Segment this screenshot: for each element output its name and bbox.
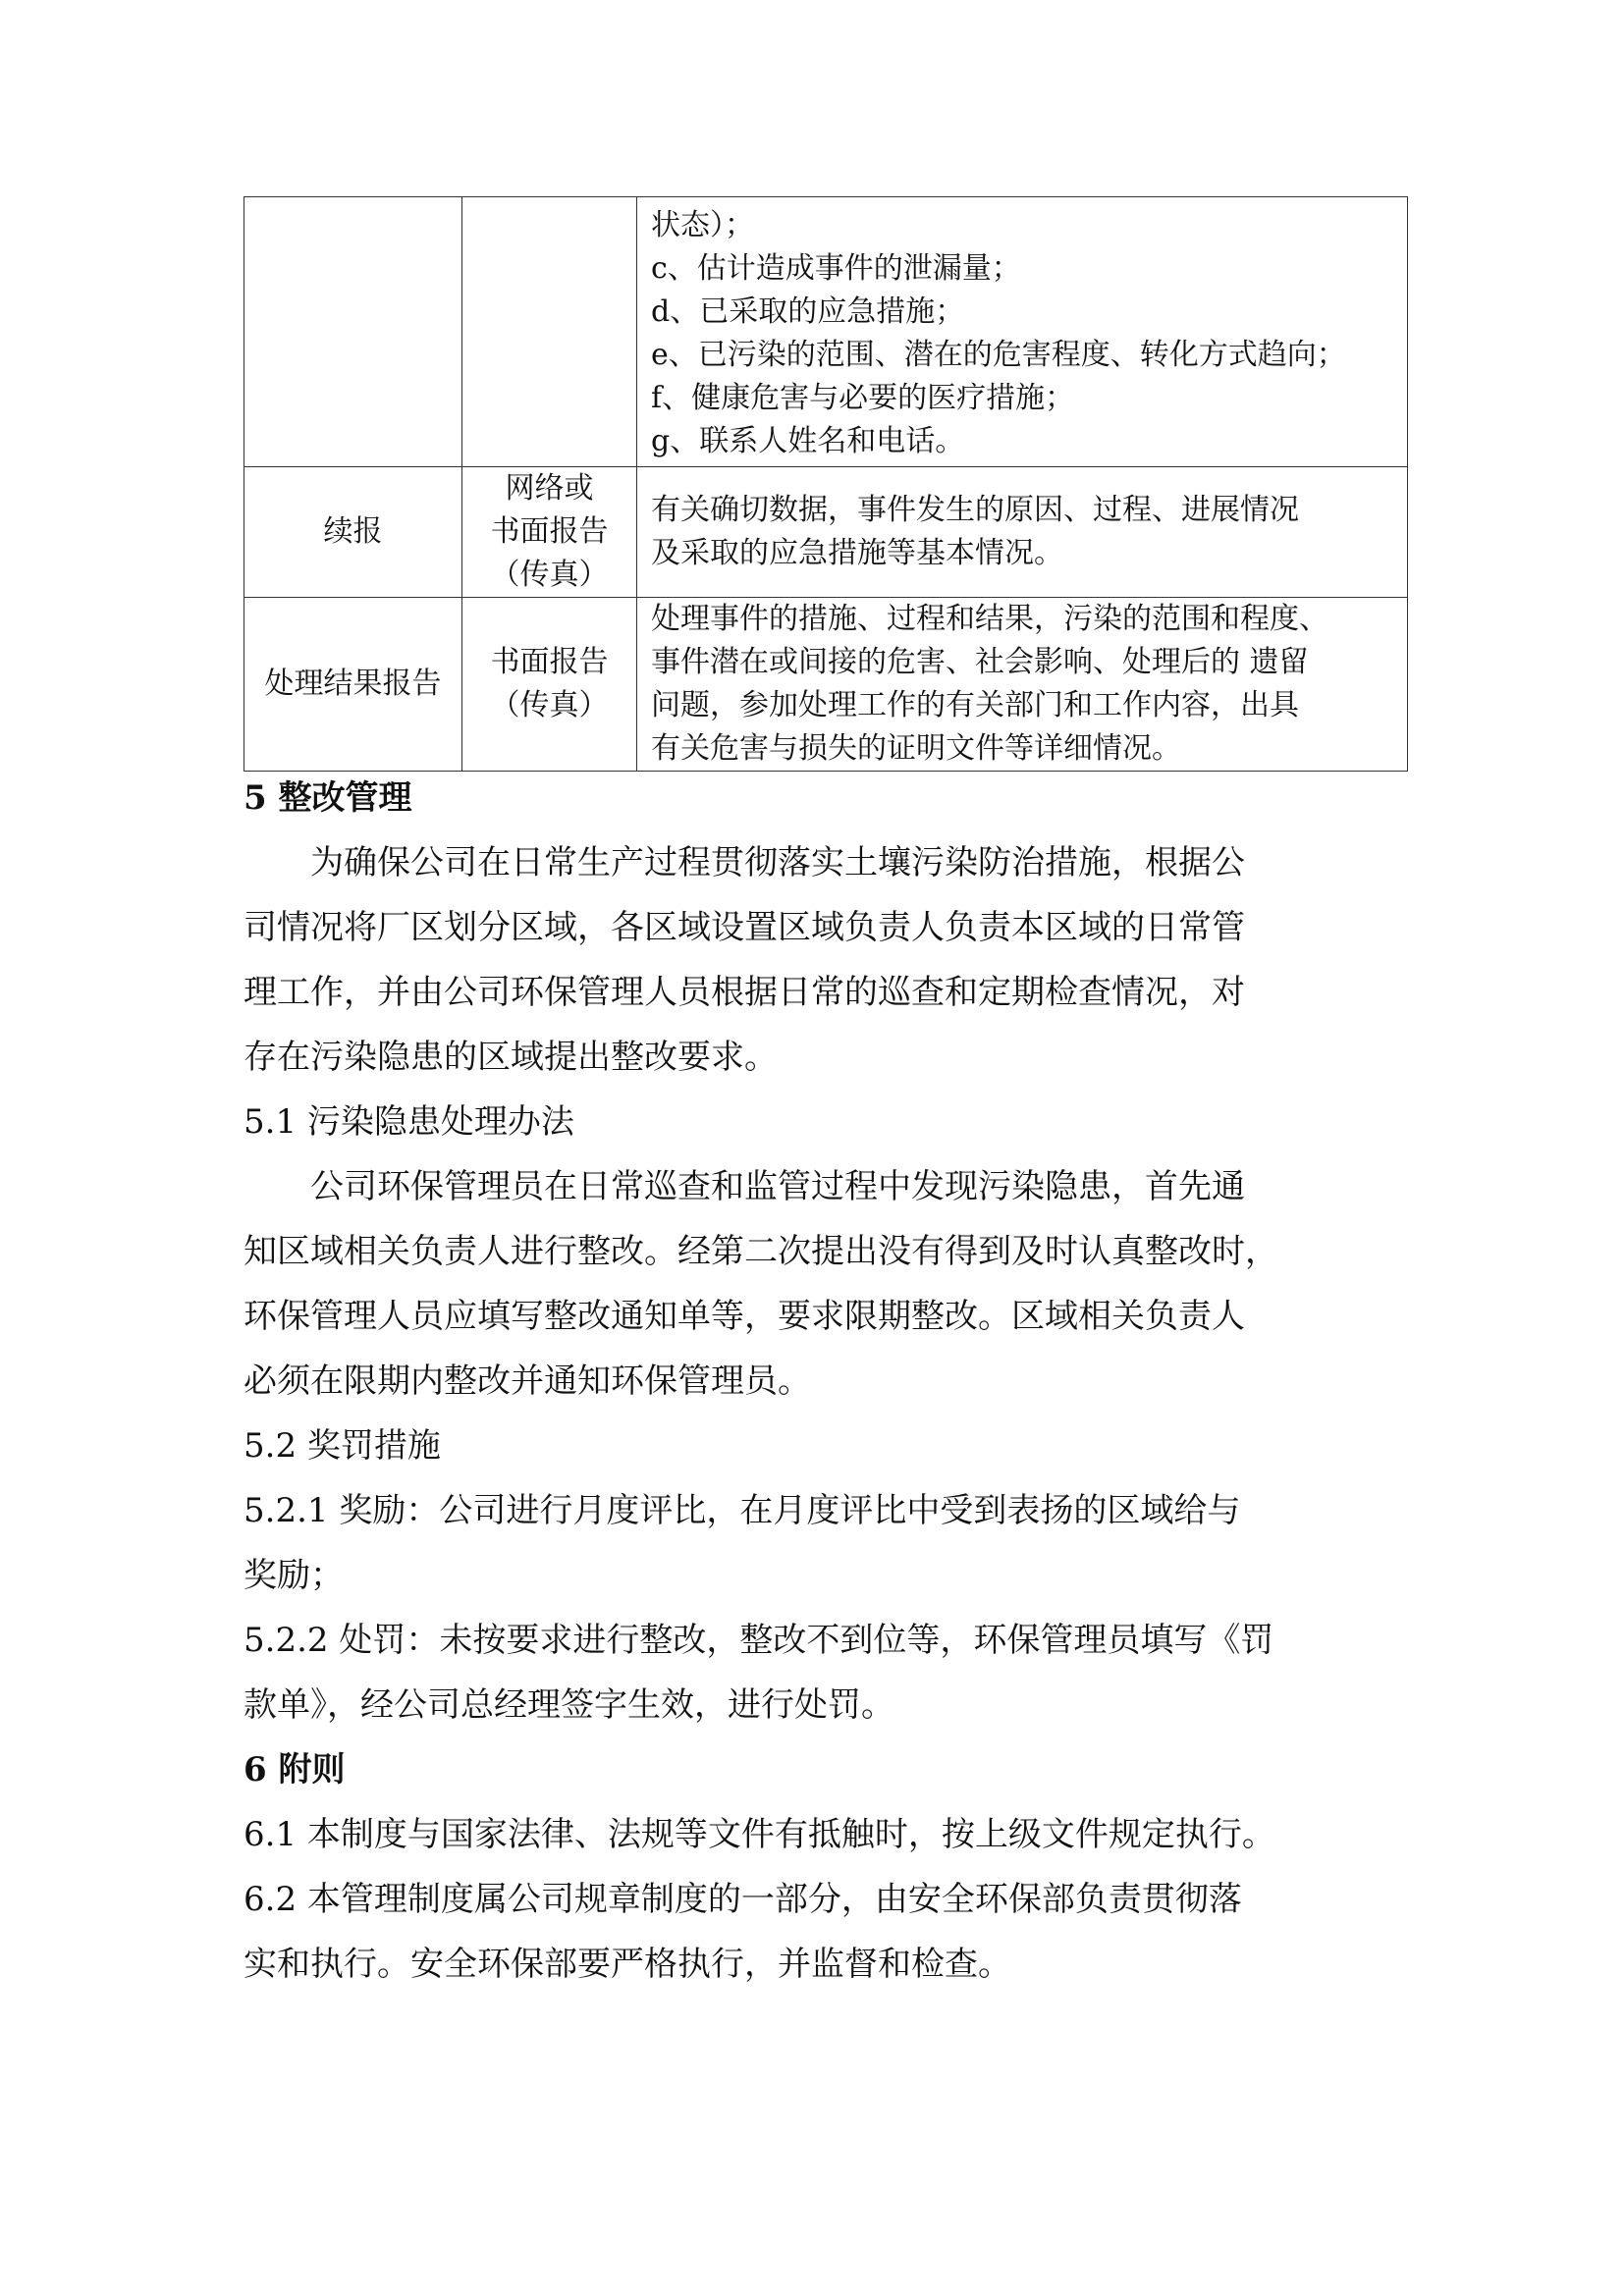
paragraph-line: 5.2.1 奖励：公司进行月度评比，在月度评比中受到表扬的区域给与 [244,1491,1241,1530]
content-line: 状态）； [651,208,754,242]
table-row [244,197,1408,467]
paragraph-line: 环保管理人员应填写整改通知单等，要求限期整改。区域相关负责人 [244,1297,1245,1336]
paragraph-line: 理工作，并由公司环保管理人员根据日常的巡查和定期检查情况，对 [244,973,1245,1012]
content-line: 有关确切数据，事件发生的原因、过程、进展情况 [651,493,1299,527]
paragraph-line: 6.2 本管理制度属公司规章制度的一部分，由安全环保部负责贯彻落 [244,1880,1242,1919]
paragraph-line: 公司环保管理员在日常巡查和监管过程中发现污染隐患，首先通 [310,1167,1245,1206]
table-cell-stage [244,197,462,467]
section-heading: 5 整改管理 [244,778,412,818]
section-heading: 6 附则 [244,1750,346,1789]
content-line: 事件潜在或间接的危害、社会影响、处理后的 遗留 [651,645,1309,679]
table-cell-method [462,197,637,467]
paragraph-line: 5.2.2 处罚：未按要求进行整改，整改不到位等，环保管理员填写《罚 [244,1621,1274,1660]
paragraph-line: 司情况将厂区划分区域，各区域设置区域负责人负责本区域的日常管 [244,908,1245,947]
table-cell-content [637,197,1408,467]
content-line: 有关危害与损失的证明文件等详细情况。 [651,731,1181,766]
content-line: f、健康危害与必要的医疗措施； [651,381,1075,415]
table-cell-method [462,598,637,772]
table-row [244,598,1408,772]
content-line: 及采取的应急措施等基本情况。 [651,536,1063,570]
subsection-heading: 5.2 奖罚措施 [244,1426,441,1466]
table-row [244,467,1408,598]
content-line: 问题，参加处理工作的有关部门和工作内容，出具 [651,688,1299,722]
content-line: d、已采取的应急措施； [651,294,965,329]
paragraph-line: 为确保公司在日常生产过程贯彻落实土壤污染防治措施，根据公 [310,843,1245,882]
paragraph-line: 6.1 本制度与国家法律、法规等文件有抵触时，按上级文件规定执行。 [244,1815,1275,1854]
paragraph-line: 存在污染隐患的区域提出整改要求。 [244,1038,778,1077]
table-cell-stage: 续报 [244,467,462,598]
paragraph-line: 款单》，经公司总经理签字生效，进行处罚。 [244,1685,894,1725]
content-line: g、联系人姓名和电话。 [651,424,965,458]
method-line: 网络或 [505,471,594,506]
table-cell-content [637,598,1408,772]
paragraph-line: 奖励； [244,1556,344,1595]
paragraph-line: 必须在限期内整改并通知环保管理员。 [244,1362,811,1401]
body-text [244,766,1407,1997]
table-cell-method [462,467,637,598]
subsection-heading: 5.1 污染隐患处理办法 [244,1102,574,1142]
table-cell-content [637,467,1408,598]
method-line: （传真） [490,688,609,722]
method-line: 书面报告 [490,645,609,679]
content-line: 处理事件的措施、过程和结果，污染的范围和程度、 [651,602,1328,636]
method-line: 书面报告 [490,514,609,549]
content-line: c、估计造成事件的泄漏量； [651,251,1021,286]
report-table [244,196,1408,772]
paragraph-line: 知区域相关负责人进行整改。经第二次提出没有得到及时认真整改时， [244,1232,1278,1271]
table-cell-stage: 处理结果报告 [244,598,462,772]
content-line: e、已污染的范围、潜在的危害程度、转化方式趋向； [651,338,1346,372]
method-line: （传真） [490,558,609,592]
paragraph-line: 实和执行。安全环保部要严格执行，并监督和检查。 [244,1945,1011,1984]
